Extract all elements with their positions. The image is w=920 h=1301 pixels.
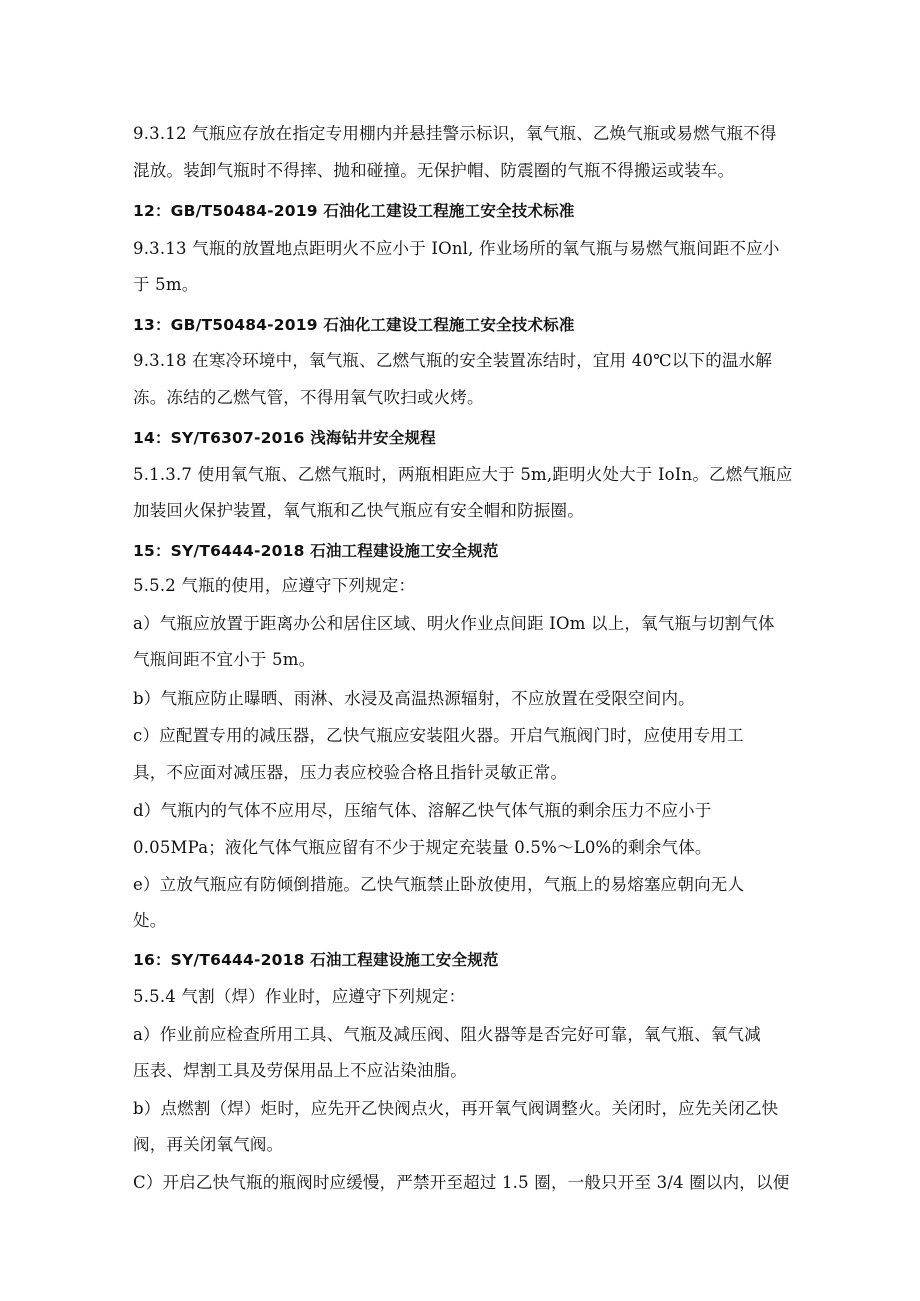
item-c-line-1: c）应配置专用的减压器，乙快气瓶应安装阻火器。开启气瓶阀门时，应使用专用工 [133,726,744,745]
item-d-line-1: d）气瓶内的气体不应用尽，压缩气体、溶解乙快气体气瓶的剩余压力不应小于 [133,801,712,820]
section-heading-13: 13：GB/T50484-2019 石油化工建设工程施工安全技术标准 [133,316,575,334]
clause-5-1-3-7-line-1: 5.1.3.7 使用氧气瓶、乙燃气瓶时，两瓶相距应大于 5m,距明火处大于 IoIn。乙燃气瓶应 [133,465,793,484]
section-heading-14: 14：SY/T6307-2016 浅海钻井安全规程 [133,429,436,447]
item-e-line-2: 处。 [133,911,167,930]
item-a2-line-2: 压表、焊割工具及劳保用品上不应沾染油脂。 [133,1061,467,1080]
item-b2-line-1: b）点燃割（焊）炬时，应先开乙快阀点火，再开氧气阀调整火。关闭时，应先关闭乙快 [133,1099,779,1118]
item-d-line-2: 0.05MPa；液化气体气瓶应留有不少于规定充装量 0.5%～L0%的剩余气体。 [133,838,712,857]
item-a2-line-1: a）作业前应检查所用工具、气瓶及减压阀、阻火器等是否完好可靠，氧气瓶、氧气减 [133,1025,761,1044]
item-c2-line-1: C）开启乙快气瓶的瓶阀时应缓慢，严禁开至超过 1.5 圈，一般只开至 3/4 圈以内，以便 [133,1173,790,1192]
item-b2-line-2: 阀，再关闭氧气阀。 [133,1135,284,1154]
clause-9-3-18-line-1: 9.3.18 在寒冷环境中，氧气瓶、乙燃气瓶的安全装置冻结时，宜用 40℃以下的温水解 [133,351,773,370]
item-b-line-1: b）气瓶应防止曝晒、雨淋、水浸及高温热源辐射，不应放置在受限空间内。 [133,689,695,708]
clause-9-3-12-line-1: 9.3.12 气瓶应存放在指定专用棚内并悬挂警示标识，氧气瓶、乙焕气瓶或易燃气瓶不得 [133,124,777,143]
item-a-line-1: a）气瓶应放置于距离办公和居住区域、明火作业点间距 IOm 以上，氧气瓶与切割气体 [133,614,775,633]
clause-9-3-13-line-2: 于 5m。 [133,275,199,294]
clause-5-5-2-title: 5.5.2 气瓶的使用，应遵守下列规定： [133,576,416,595]
section-heading-15: 15：SY/T6444-2018 石油工程建设施工安全规范 [133,542,499,560]
item-e-line-1: e）立放气瓶应有防倾倒措施。乙快气瓶禁止卧放使用，气瓶上的易熔塞应朝向无人 [133,875,745,894]
clause-9-3-13-line-1: 9.3.13 气瓶的放置地点距明火不应小于 IOnl, 作业场所的氧气瓶与易燃气瓶间距不应小 [133,239,780,258]
clause-9-3-18-line-2: 冻。冻结的乙燃气管，不得用氧气吹扫或火烤。 [133,388,484,407]
clause-9-3-12-line-2: 混放。装卸气瓶时不得摔、抛和碰撞。无保护帽、防震圈的气瓶不得搬运或装车。 [133,161,735,180]
clause-5-1-3-7-line-2: 加装回火保护装置，氧气瓶和乙快气瓶应有安全帽和防振圈。 [133,501,584,520]
clause-5-5-4-title: 5.5.4 气割（焊）作业时，应遵守下列规定： [133,987,466,1006]
section-heading-12: 12：GB/T50484-2019 石油化工建设工程施工安全技术标准 [133,202,575,220]
section-heading-16: 16：SY/T6444-2018 石油工程建设施工安全规范 [133,951,499,969]
item-a-line-2: 气瓶间距不宜小于 5m。 [133,650,316,669]
item-c-line-2: 具，不应面对减压器，压力表应校验合格且指针灵敏正常。 [133,763,568,782]
